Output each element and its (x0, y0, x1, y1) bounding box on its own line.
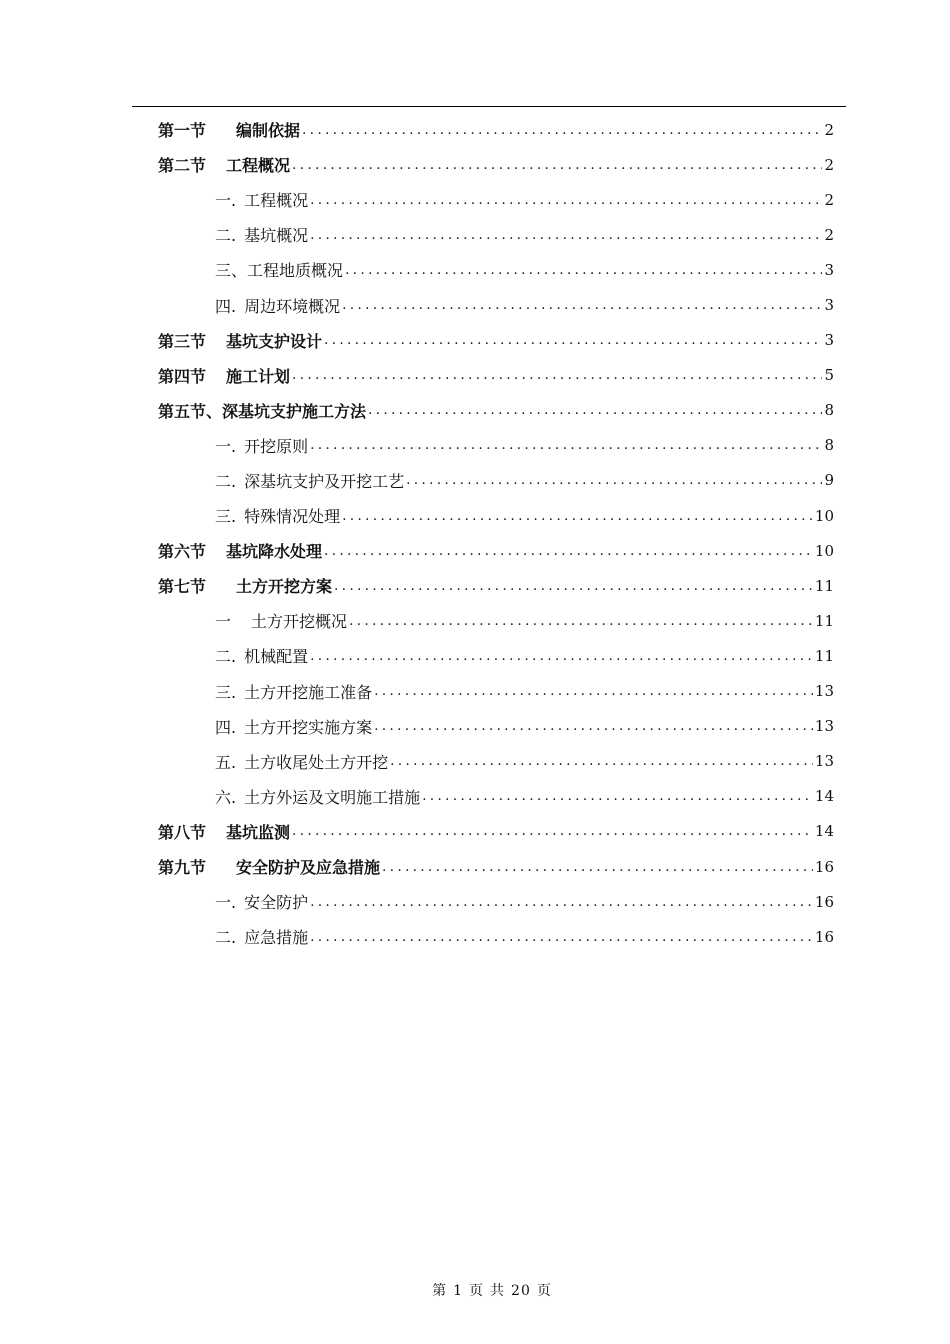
toc-subsection-entry[interactable] (158, 884, 834, 919)
toc-dot-leader (382, 857, 813, 877)
toc-section-entry[interactable] (158, 568, 834, 603)
toc-entry-page-number: 13 (814, 752, 834, 771)
toc-entry-title: 土方外运及文明施工措施 (244, 787, 421, 807)
toc-entry-page-number: 16 (814, 857, 834, 876)
toc-dot-leader (310, 892, 813, 912)
toc-dot-leader (342, 506, 813, 526)
toc-entry-page-number: 13 (814, 682, 834, 701)
toc-entry-page-number: 11 (814, 646, 834, 665)
toc-entry-title: 安全防护及应急措施 (236, 858, 381, 878)
footer-total-word: 共 (490, 1283, 506, 1299)
toc-entry-number: 第八节 (158, 822, 207, 842)
toc-entry-number: 四. (215, 717, 237, 737)
toc-subsection-entry[interactable] (158, 217, 834, 252)
toc-entry-number: 三. (215, 682, 237, 702)
toc-subsection-entry[interactable] (158, 744, 834, 779)
toc-entry-title: 土方收尾处土方开挖 (244, 752, 389, 772)
toc-entry-title: 基坑降水处理 (226, 542, 323, 562)
toc-subsection-entry[interactable] (158, 779, 834, 814)
toc-entry-page-number: 11 (814, 611, 834, 630)
toc-entry-title: 开挖原则 (244, 436, 309, 456)
toc-entry-title: 基坑监测 (226, 822, 291, 842)
toc-dot-leader (292, 365, 822, 385)
toc-dot-leader (368, 400, 822, 420)
toc-entry-number: 二. (215, 647, 237, 667)
toc-entry-page-number: 11 (814, 576, 834, 595)
toc-dot-leader (374, 681, 813, 701)
toc-entry-page-number: 5 (824, 366, 834, 385)
toc-dot-leader (324, 330, 822, 350)
toc-entry-title: 工程概况 (226, 156, 291, 176)
toc-entry-page-number: 8 (824, 401, 834, 420)
toc-section-entry[interactable] (158, 849, 834, 884)
toc-dot-leader (390, 751, 813, 771)
toc-entry-number: 第二节 (158, 156, 207, 176)
footer-page-word: 页 (469, 1283, 485, 1299)
toc-entry-number: 二. (215, 928, 237, 948)
toc-entry-number: 第一节 (158, 121, 207, 141)
toc-entry-title: 基坑支护设计 (226, 331, 323, 351)
toc-entry-page-number: 3 (824, 260, 834, 279)
toc-entry-title: 基坑概况 (244, 226, 309, 246)
toc-entry-number: 第六节 (158, 542, 207, 562)
toc-entry-number: 一. (215, 191, 237, 211)
toc-entry-title: 编制依据 (236, 121, 301, 141)
toc-entry-title: 工程概况 (244, 191, 309, 211)
toc-entry-page-number: 14 (814, 787, 834, 806)
toc-entry-number: 第四节 (158, 366, 207, 386)
toc-entry-title: 机械配置 (244, 647, 309, 667)
toc-dot-leader (310, 225, 822, 245)
toc-dot-leader (324, 541, 813, 561)
toc-dot-leader (349, 611, 813, 631)
toc-entry-title: 土方开挖施工准备 (244, 682, 373, 702)
toc-subsection-entry[interactable] (158, 638, 834, 673)
toc-entry-title: 深基坑支护施工方法 (222, 401, 367, 421)
toc-entry-number: 一 (215, 612, 232, 632)
toc-subsection-entry[interactable] (158, 603, 834, 638)
toc-subsection-entry[interactable] (158, 709, 834, 744)
footer-prefix: 第 (432, 1283, 448, 1299)
toc-entry-page-number: 2 (824, 155, 834, 174)
toc-entry-number: 第七节 (158, 577, 207, 597)
toc-entry-page-number: 8 (824, 436, 834, 455)
toc-entry-page-number: 16 (814, 927, 834, 946)
toc-entry-page-number: 16 (814, 892, 834, 911)
toc-subsection-entry[interactable] (158, 252, 834, 287)
toc-entry-page-number: 9 (824, 471, 834, 490)
toc-entry-page-number: 3 (824, 296, 834, 315)
toc-section-entry[interactable] (158, 323, 834, 358)
toc-entry-title: 施工计划 (226, 366, 291, 386)
toc-entry-page-number: 3 (824, 331, 834, 350)
toc-entry-number: 三. (215, 507, 237, 527)
toc-entry-number: 二. (215, 226, 237, 246)
toc-entry-title: 周边环境概况 (244, 296, 341, 316)
toc-entry-number: 四. (215, 296, 237, 316)
toc-dot-leader (334, 576, 813, 596)
toc-subsection-entry[interactable] (158, 463, 834, 498)
toc-entry-title: 安全防护 (244, 893, 309, 913)
toc-entry-number: 三、 (215, 261, 248, 281)
toc-entry-page-number: 10 (814, 541, 834, 560)
footer-total-pages: 20 (511, 1283, 531, 1299)
toc-entry-title: 土方开挖实施方案 (244, 717, 373, 737)
toc-subsection-entry[interactable] (158, 919, 834, 954)
toc-entry-page-number: 13 (814, 717, 834, 736)
toc-entry-number: 第五节、 (158, 401, 223, 421)
toc-dot-leader (310, 435, 822, 455)
toc-subsection-entry[interactable] (158, 674, 834, 709)
toc-entry-number: 六. (215, 787, 237, 807)
toc-entry-number: 一. (215, 893, 237, 913)
toc-dot-leader (422, 786, 813, 806)
toc-entry-number: 二. (215, 471, 237, 491)
toc-entry-title: 土方开挖方案 (236, 577, 333, 597)
toc-section-entry[interactable] (158, 533, 834, 568)
toc-section-entry[interactable] (158, 358, 834, 393)
toc-entry-title: 特殊情况处理 (244, 507, 341, 527)
toc-subsection-entry[interactable] (158, 498, 834, 533)
toc-dot-leader (310, 927, 813, 947)
toc-dot-leader (302, 120, 822, 140)
toc-entry-page-number: 2 (824, 225, 834, 244)
toc-entry-page-number: 10 (814, 506, 834, 525)
footer-suffix: 页 (536, 1283, 552, 1299)
toc-section-entry[interactable] (158, 814, 834, 849)
toc-entry-page-number: 14 (814, 822, 834, 841)
toc-entry-title: 工程地质概况 (247, 261, 344, 281)
toc-dot-leader (310, 190, 822, 210)
toc-dot-leader (292, 155, 822, 175)
toc-dot-leader (292, 821, 813, 841)
toc-entry-number: 一. (215, 436, 237, 456)
header-rule (132, 106, 846, 107)
toc-entry-title: 应急措施 (244, 928, 309, 948)
toc-section-entry[interactable] (158, 112, 834, 147)
page-footer (0, 1280, 950, 1300)
footer-current-page: 1 (453, 1283, 464, 1299)
toc-dot-leader (345, 260, 822, 280)
toc-subsection-entry[interactable] (158, 182, 834, 217)
toc-entry-page-number: 2 (824, 120, 834, 139)
toc-section-entry[interactable] (158, 393, 834, 428)
toc-subsection-entry[interactable] (158, 287, 834, 322)
toc-entry-title: 土方开挖概况 (251, 612, 348, 632)
toc-entry-number: 五. (215, 752, 237, 772)
toc-entry-title: 深基坑支护及开挖工艺 (244, 471, 405, 491)
toc-entry-number: 第三节 (158, 331, 207, 351)
toc-dot-leader (374, 716, 813, 736)
toc-dot-leader (342, 295, 822, 315)
toc-dot-leader (406, 470, 822, 490)
toc-section-entry[interactable] (158, 147, 834, 182)
toc-entry-page-number: 2 (824, 190, 834, 209)
toc-subsection-entry[interactable] (158, 428, 834, 463)
toc-entry-number: 第九节 (158, 858, 207, 878)
table-of-contents (158, 112, 834, 954)
toc-dot-leader (310, 646, 813, 666)
